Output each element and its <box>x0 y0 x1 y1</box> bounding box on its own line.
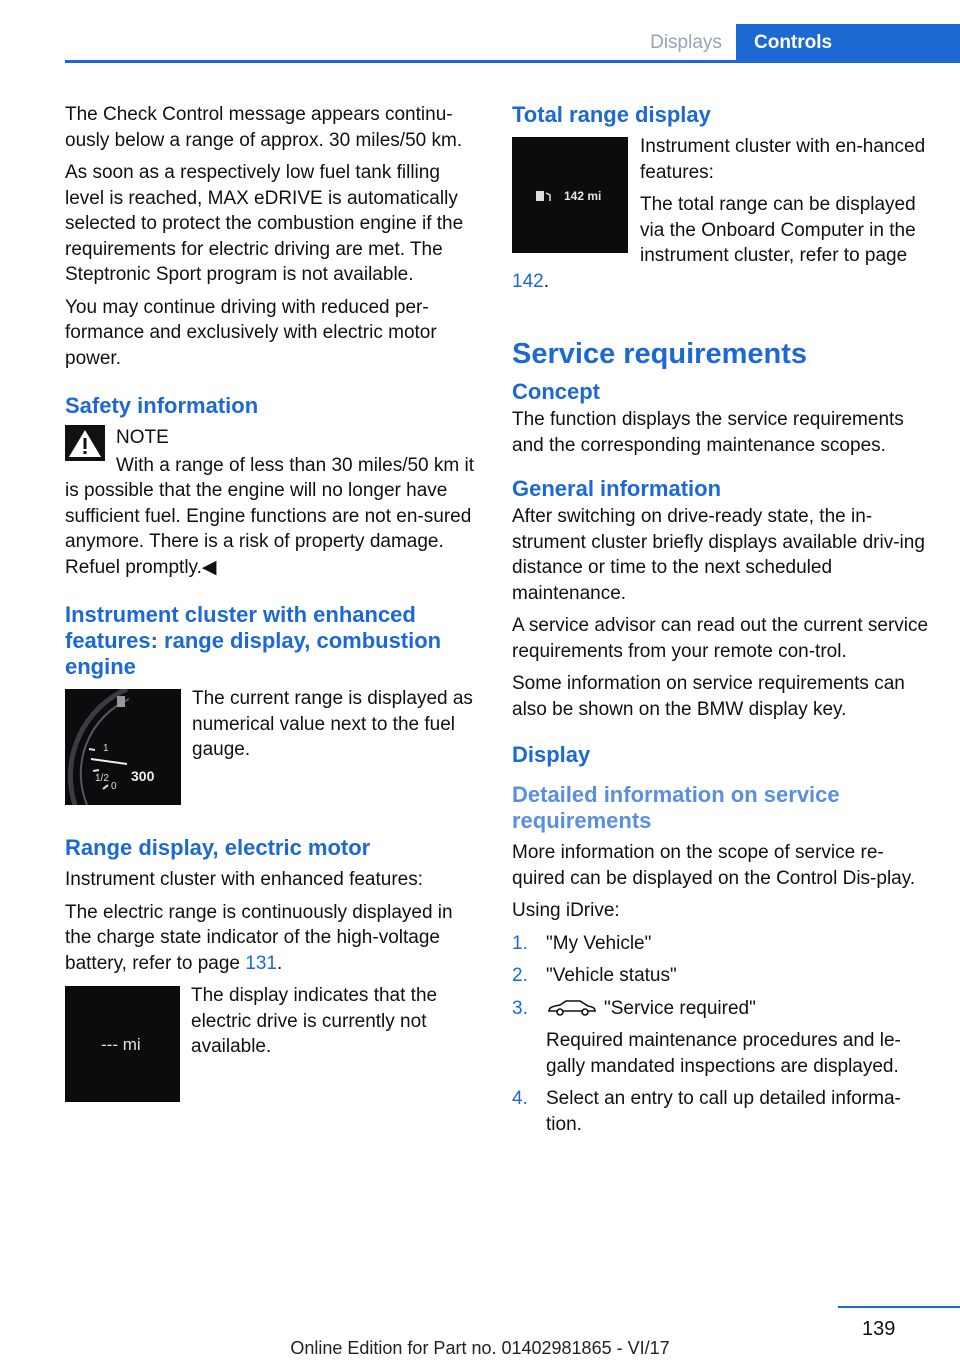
cluster-text: The current range is displayed as numerical value next to the fuel gauge. <box>192 688 473 760</box>
paragraph: Instrument cluster with enhanced features: <box>65 869 424 890</box>
safety-heading: Safety information <box>65 393 259 418</box>
paragraph: More information on the scope of service re-quired can be displayed on the Control Dis-play. <box>512 842 916 889</box>
note-label: NOTE <box>116 427 169 448</box>
cluster-heading: Instrument cluster with enhanced features: range display, combustion engine <box>65 602 442 679</box>
warning-icon <box>65 425 105 461</box>
list-item <box>512 996 932 1080</box>
text-run: . <box>276 952 283 974</box>
right-column <box>512 102 932 1144</box>
total-range-heading: Total range display <box>512 102 711 127</box>
detail-heading: Detailed information on service requirements <box>512 782 840 833</box>
total-range-value: 142 mi <box>564 189 602 203</box>
paragraph: After switching on drive-ready state, the in-strument cluster briefly displays available driv-ing distance or time to the next scheduled maintenance. <box>512 506 925 604</box>
list-item <box>512 1086 932 1137</box>
step-subtext: Required maintenance procedures and le-gally mandated inspections are displayed. <box>546 1030 901 1077</box>
step-text: "My Vehicle" <box>546 932 652 954</box>
fuel-gauge-graphic <box>65 689 181 805</box>
general-info-heading: General information <box>512 476 722 501</box>
paragraph: The Check Control message appears continu-ously below a range of approx. 30 miles/50 km. <box>65 104 463 151</box>
step-number: 4. <box>512 1088 528 1109</box>
footer-rule <box>838 1306 960 1308</box>
step-number: 3. <box>512 997 528 1019</box>
electric-range-value: --- mi <box>101 1035 141 1054</box>
electric-range-image <box>65 986 180 1102</box>
idrive-steps <box>512 931 932 1138</box>
page-link-131[interactable]: 131 <box>245 952 277 974</box>
paragraph: Instrument cluster with en-hanced features: <box>640 136 926 183</box>
text-run: The electric range is continuously displayed in the charge state indicator of the high-voltage battery, refer to page <box>65 901 453 974</box>
header-tab-controls: Controls <box>736 24 960 61</box>
gauge-tick-half: 1/2 <box>95 773 109 784</box>
paragraph: A service advisor can read out the current service requirements from your remote con-trol. <box>512 615 929 662</box>
paragraph: The function displays the service requirements and the corresponding maintenance scopes. <box>512 409 904 456</box>
electric-text: The display indicates that the electric drive is currently not available. <box>191 985 438 1057</box>
list-item <box>512 931 932 957</box>
car-service-icon <box>546 997 598 1017</box>
paragraph: Some information on service requirements can also be shown on the BMW display key. <box>512 673 905 720</box>
step-number: 1. <box>512 932 528 954</box>
paragraph <box>65 900 480 977</box>
display-heading: Display <box>512 742 591 767</box>
paragraph: You may continue driving with reduced per-formance and exclusively with electric motor power. <box>65 296 437 369</box>
step-text: Select an entry to call up detailed informa-tion. <box>546 1088 901 1135</box>
left-column <box>65 102 480 1106</box>
total-range-graphic <box>512 137 628 253</box>
electric-range-graphic <box>65 986 180 1102</box>
electric-heading: Range display, electric motor <box>65 835 371 860</box>
note-block <box>65 425 480 580</box>
gauge-tick-1: 1 <box>103 743 109 754</box>
edition-footer: Online Edition for Part no. 01402981865 - VI/17 <box>290 1338 670 1358</box>
gauge-tick-0: 0 <box>111 781 117 792</box>
step-text: "Vehicle status" <box>546 965 677 986</box>
step-number: 2. <box>512 965 528 986</box>
paragraph: As soon as a respectively low fuel tank filling level is reached, MAX eDRIVE is automatically selected to protect the combustion engine if the requirements for electric driving are met. The Steptronic Sport program is not available. <box>65 162 464 285</box>
note-text: With a range of less than 30 miles/50 km it is possible that the engine will no longer have sufficient fuel. Engine functions are not en-sured anymore. There is a risk of property damage. Refuel promptly.◀ <box>65 454 474 578</box>
text-run: . <box>543 270 549 292</box>
paragraph: Using iDrive: <box>512 900 620 921</box>
list-item <box>512 963 932 989</box>
text-run: The total range can be displayed via the Onboard Computer in the instrument cluster, refer to page <box>640 194 916 266</box>
page-number: 139 <box>862 1318 896 1340</box>
service-requirements-heading: Service requirements <box>512 338 807 370</box>
gauge-range-value: 300 <box>131 768 155 784</box>
header-rule <box>65 60 960 63</box>
header-section-label: Displays <box>650 32 722 53</box>
step-text: "Service required" <box>604 997 756 1019</box>
concept-heading: Concept <box>512 379 600 404</box>
page-link-142[interactable]: 142 <box>512 270 544 292</box>
total-range-image <box>512 137 628 253</box>
fuel-gauge-image <box>65 689 181 805</box>
